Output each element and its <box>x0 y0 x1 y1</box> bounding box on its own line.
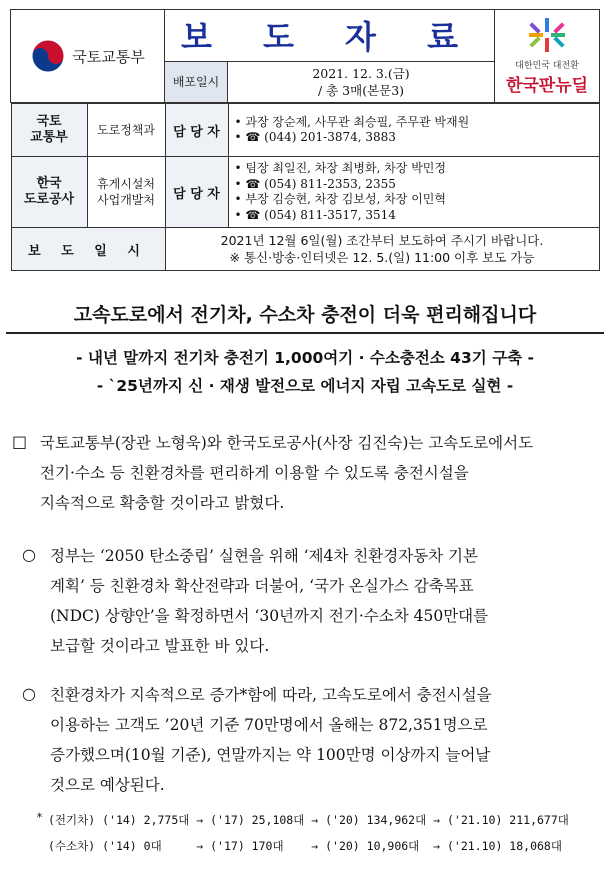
contact-line: • 부장 김승현, 차장 김보성, 차장 이민혁 <box>234 192 446 206</box>
press-release-title: 보 도 자 료 <box>165 10 495 62</box>
square-bullet-icon: □ <box>12 432 28 451</box>
paragraph-line: 정부는 ‘2050 탄소중립’ 실현을 위해 ‘제4차 친환경자동차 기본 <box>50 547 478 565</box>
paragraph-line: 이용하는 고객도 ’20년 기준 70만명에서 올해는 872,351명으로 <box>50 716 488 734</box>
brand-tagline: 대한민국 대전환 <box>515 61 579 71</box>
distribution-label: 배포일시 <box>165 61 228 102</box>
distribution-pages: / 총 3매(본문3) <box>317 82 405 98</box>
release-date-label: 보 도 일 시 <box>11 228 165 271</box>
release-embargo-line: ※ 통신·방송·인터넷은 12. 5.(일) 11:00 이후 보도 가능 <box>229 250 535 265</box>
contact-line: • ☎ (054) 811-3517, 3514 <box>234 207 396 222</box>
circle-bullet-icon: ○ <box>22 545 36 564</box>
distribution-info <box>228 61 495 102</box>
ministry-logo-cell <box>11 10 165 103</box>
contacts-table <box>11 103 600 271</box>
release-date-text <box>165 228 599 271</box>
contact-line: • ☎ (044) 201-3874, 3883 <box>234 130 396 144</box>
new-deal-logo-cell <box>495 10 600 103</box>
subheading-2: - `25년까지 신 · 재생 발전으로 에너지 자립 고속도로 실현 - <box>96 377 514 395</box>
contact-role-kec: 담 당 자 <box>165 157 228 228</box>
contact-org-kec: 한국 도로공사 <box>11 157 87 228</box>
contacts-container <box>11 103 600 272</box>
footnote-row-hydrogen: (수소차) ('14) 0대 → ('17) 170대 → ('20) 10,906대 → ('21.10) 18,068대 <box>48 839 562 853</box>
ministry-name: 국토교통부 <box>72 47 145 66</box>
contact-dept-molit: 도로정책과 <box>87 104 165 157</box>
contact-role-molit: 담 당 자 <box>165 104 228 157</box>
contact-details-molit <box>228 104 599 157</box>
paragraph-line: 지속적으로 확충할 것이라고 밝혔다. <box>40 494 285 512</box>
paragraph-intro <box>40 428 600 518</box>
paragraph-line: 전기·수소 등 친환경차를 편리하게 이용할 수 있도록 충전시설을 <box>40 464 469 482</box>
contact-org-molit: 국토 교통부 <box>11 104 87 157</box>
footnote-row-ev: (전기차) ('14) 2,775대 → ('17) 25,108대 → ('20) 134,962대 → ('21.10) 211,677대 <box>48 813 569 827</box>
contact-details-kec <box>228 157 599 228</box>
paragraph-line: 계획’ 등 친환경차 확산전략과 더불어, ‘국가 온실가스 감축목표 <box>50 577 474 595</box>
release-date-line: 2021년 12월 6일(월) 조간부터 보도하여 주시기 바랍니다. <box>220 233 544 248</box>
paragraph-charging-users <box>50 680 602 800</box>
contact-line: • 팀장 최일진, 차장 최병화, 차장 박민정 <box>234 161 446 175</box>
headline: 고속도로에서 전기차, 수소차 충전이 더욱 편리해집니다 <box>73 304 537 326</box>
paragraph-line: 친환경차가 지속적으로 증가*함에 따라, 고속도로에서 충전시설을 <box>50 686 492 704</box>
circle-bullet-icon: ○ <box>22 684 36 703</box>
contact-line: • ☎ (054) 811-2353, 2355 <box>234 176 396 191</box>
headline-rule <box>6 332 604 334</box>
contact-dept-kec: 휴게시설처 사업개발처 <box>87 157 165 228</box>
new-deal-burst-icon <box>527 16 567 54</box>
subheading-1: - 내년 말까지 전기차 충전기 1,000여기 · 수소충전소 43기 구축 - <box>76 349 534 367</box>
paragraph-line: 증가했으며(10월 기준), 연말까지는 약 100만명 이상까지 늘어날 <box>50 746 491 764</box>
distribution-date: 2021. 12. 3.(금) <box>312 65 410 81</box>
paragraph-line: 것으로 예상된다. <box>50 776 165 794</box>
contact-line: • 과장 장순제, 사무관 최승필, 주무관 박재원 <box>234 114 470 129</box>
footnote-marker: * <box>36 810 43 824</box>
ministry-emblem-icon <box>30 38 66 74</box>
paragraph-government-plan <box>50 541 602 661</box>
paragraph-line: 국토교통부(장관 노형욱)와 한국도로공사(사장 김진숙)는 고속도로에서도 <box>40 434 534 452</box>
brand-name: 한국판뉴딜 <box>505 76 589 96</box>
paragraph-line: (NDC) 상향안’을 확정하면서 ‘30년까지 전기·수소차 450만대를 <box>50 607 489 625</box>
paragraph-line: 보급할 것이라고 발표한 바 있다. <box>50 637 270 655</box>
press-header-table <box>10 9 600 271</box>
